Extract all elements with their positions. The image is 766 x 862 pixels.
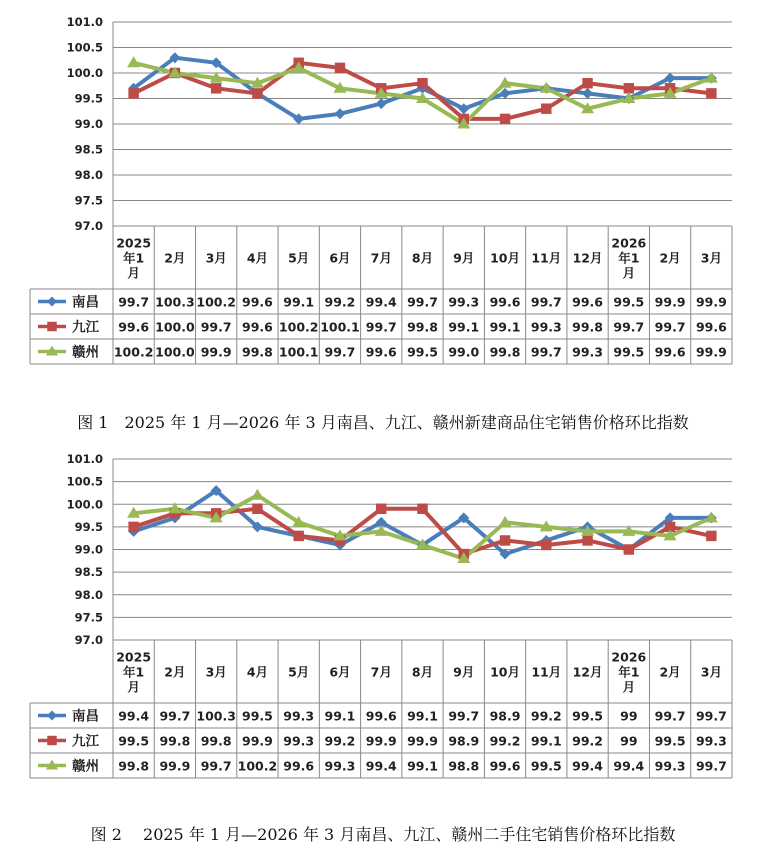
data-label: 99.9	[695, 294, 727, 310]
x-tick-label: 7月	[370, 664, 392, 680]
x-tick-label: 3月	[205, 664, 227, 680]
data-label: 99.6	[242, 319, 273, 335]
data-label: 99.5	[654, 733, 686, 749]
x-tick-label: 2025	[116, 235, 152, 251]
x-tick-label: 12月	[572, 250, 603, 266]
data-point-九江	[624, 83, 634, 93]
y-tick-label: 97.5	[74, 193, 103, 208]
x-tick-label: 8月	[411, 250, 434, 266]
data-point-九江	[293, 531, 303, 541]
chart-2-caption: 图 2 2025 年 1 月—2026 年 3 月南昌、九江、赣州二手住宅销售价格环比指数	[90, 825, 676, 844]
data-label: 99.4	[572, 758, 603, 774]
x-tick-label: 8月	[411, 664, 434, 680]
data-point-南昌	[582, 88, 593, 99]
x-tick-label: 5月	[288, 664, 310, 680]
data-label: 99.7	[159, 708, 191, 724]
x-tick-label: 年1	[123, 250, 145, 266]
data-point-赣州	[127, 56, 140, 67]
data-label: 99.8	[242, 344, 273, 360]
data-label: 99.9	[365, 733, 397, 749]
x-tick-label: 7月	[370, 250, 392, 266]
data-label: 99.3	[530, 319, 562, 335]
data-point-南昌	[334, 108, 345, 119]
data-label: 99.1	[489, 319, 521, 335]
data-label: 99.9	[654, 294, 686, 310]
data-label: 99.7	[200, 319, 232, 335]
x-tick-label: 2月	[164, 250, 186, 266]
data-label: 99.7	[407, 294, 438, 310]
data-label: 99.1	[448, 319, 480, 335]
x-tick-label: 3月	[700, 664, 722, 680]
data-point-赣州	[251, 489, 264, 500]
data-label: 99.6	[489, 294, 521, 310]
y-tick-label: 97.0	[74, 633, 103, 647]
y-tick-label: 97.5	[74, 610, 103, 625]
y-tick-label: 97.0	[74, 219, 103, 233]
x-tick-label: 12月	[572, 664, 603, 680]
data-point-九江	[335, 63, 345, 73]
data-label: 99.9	[159, 758, 191, 774]
y-tick-label: 98.0	[74, 587, 103, 602]
data-label: 99.7	[654, 319, 686, 335]
data-label: 99.3	[283, 708, 315, 724]
legend-marker-九江	[47, 736, 57, 746]
x-tick-label: 年1	[618, 664, 640, 680]
data-label: 99.6	[118, 319, 150, 335]
data-label: 99.7	[695, 758, 727, 774]
data-label: 99.7	[654, 708, 686, 724]
data-label: 99.0	[448, 344, 480, 360]
x-tick-label: 3月	[700, 250, 722, 266]
data-label: 100.2	[113, 344, 154, 360]
data-point-九江	[252, 504, 262, 514]
data-label: 100.3	[155, 294, 195, 310]
data-point-九江	[541, 103, 551, 113]
data-label: 99.6	[489, 758, 521, 774]
y-tick-label: 101.0	[66, 15, 103, 29]
legend-marker-九江	[47, 322, 57, 332]
data-point-九江	[128, 88, 138, 98]
data-point-九江	[541, 540, 551, 550]
data-label: 100.2	[278, 319, 319, 335]
legend-label: 九江	[72, 733, 99, 750]
data-label: 99.6	[365, 344, 397, 360]
data-label: 99.5	[572, 708, 603, 724]
y-tick-label: 98.0	[74, 168, 103, 182]
data-label: 99.2	[530, 708, 562, 724]
data-label: 99.4	[613, 758, 645, 774]
x-tick-label: 2026	[611, 235, 647, 251]
data-label: 98.8	[448, 758, 480, 774]
legend-label: 南昌	[72, 294, 99, 311]
legend-label: 赣州	[72, 344, 99, 361]
data-point-九江	[624, 544, 634, 554]
data-label: 99.9	[407, 733, 438, 749]
x-tick-label: 月	[622, 265, 636, 281]
data-label: 100.2	[196, 294, 236, 310]
data-label: 99.7	[365, 319, 397, 335]
x-tick-label: 5月	[288, 250, 310, 266]
data-point-九江	[582, 535, 592, 545]
x-tick-label: 10月	[490, 664, 520, 680]
data-point-九江	[500, 535, 510, 545]
x-tick-label: 2026	[611, 649, 647, 665]
chart-1-new-housing	[0, 0, 766, 380]
x-tick-label: 年1	[618, 250, 640, 266]
legend-label: 九江	[72, 319, 99, 336]
data-label: 100.0	[155, 344, 195, 360]
y-tick-label: 98.5	[74, 565, 103, 580]
y-tick-label: 99.0	[74, 542, 103, 557]
data-label: 99.3	[324, 758, 356, 774]
data-label: 99.1	[407, 758, 438, 774]
data-label: 99.7	[448, 708, 480, 724]
data-label: 99.5	[530, 758, 562, 774]
data-label: 99.5	[613, 294, 645, 310]
data-label: 99.7	[530, 344, 562, 360]
data-label: 99.6	[365, 708, 397, 724]
legend-marker-南昌	[47, 297, 57, 307]
data-label: 99.4	[365, 294, 397, 310]
data-label: 99.1	[530, 733, 562, 749]
data-label: 99.2	[324, 294, 356, 310]
data-label: 99.9	[200, 344, 232, 360]
data-label: 99.6	[572, 294, 603, 310]
x-tick-label: 月	[622, 679, 636, 695]
data-label: 99.3	[654, 758, 686, 774]
data-label: 99.1	[407, 708, 438, 724]
data-label: 99.5	[118, 733, 150, 749]
y-tick-label: 99.5	[74, 519, 103, 534]
x-tick-label: 9月	[453, 250, 475, 266]
data-label: 99.8	[489, 344, 521, 360]
x-tick-label: 11月	[531, 250, 562, 266]
x-tick-label: 6月	[329, 250, 351, 266]
data-label: 100.0	[155, 319, 195, 335]
data-label: 99.3	[695, 733, 727, 749]
data-label: 99.5	[242, 708, 273, 724]
data-label: 99.8	[159, 733, 191, 749]
y-tick-label: 101.0	[66, 452, 103, 466]
data-label: 99.9	[695, 344, 727, 360]
legend-marker-南昌	[47, 711, 57, 721]
data-label: 99.7	[324, 344, 356, 360]
data-point-南昌	[376, 98, 387, 109]
data-point-九江	[128, 522, 138, 532]
legend-label: 赣州	[72, 758, 99, 775]
data-label: 99.1	[324, 708, 356, 724]
data-label: 99.6	[242, 294, 273, 310]
data-label: 99.2	[324, 733, 356, 749]
data-label: 100.3	[196, 708, 236, 724]
x-tick-label: 2月	[659, 664, 681, 680]
data-label: 99.3	[572, 344, 603, 360]
data-label: 99.8	[572, 319, 603, 335]
data-label: 98.9	[489, 708, 521, 724]
chart-2-resale-housing	[0, 437, 766, 787]
x-tick-label: 2月	[659, 250, 681, 266]
x-tick-label: 4月	[246, 664, 269, 680]
data-point-九江	[417, 78, 427, 88]
x-tick-label: 11月	[531, 664, 562, 680]
legend-label: 南昌	[72, 708, 99, 725]
data-label: 99.1	[283, 294, 315, 310]
data-label: 100.1	[278, 344, 319, 360]
data-label: 99.5	[613, 344, 645, 360]
data-label: 99.4	[365, 758, 397, 774]
x-tick-label: 6月	[329, 664, 351, 680]
x-tick-label: 2025	[116, 649, 152, 665]
data-label: 99.4	[118, 708, 150, 724]
y-tick-label: 100.0	[66, 497, 103, 512]
data-label: 99.9	[242, 733, 273, 749]
data-label: 99.3	[283, 733, 315, 749]
data-label: 99	[620, 708, 638, 724]
data-label: 99.8	[407, 319, 438, 335]
data-label: 99.8	[200, 733, 232, 749]
y-tick-label: 99.5	[74, 91, 103, 106]
data-label: 99.7	[118, 294, 150, 310]
data-label: 99.6	[695, 319, 727, 335]
data-label: 99.8	[118, 758, 150, 774]
data-label: 99.6	[283, 758, 315, 774]
data-label: 99.7	[613, 319, 645, 335]
data-label: 99.2	[572, 733, 603, 749]
data-label: 98.9	[448, 733, 480, 749]
x-tick-label: 年1	[123, 664, 145, 680]
chart-1-caption: 图 1 2025 年 1 月—2026 年 3 月南昌、九江、赣州新建商品住宅销售价格环比指数	[77, 413, 689, 432]
data-point-九江	[252, 88, 262, 98]
y-tick-label: 100.0	[66, 66, 103, 80]
data-label: 100.1	[320, 319, 360, 335]
data-label: 100.2	[237, 758, 278, 774]
y-tick-label: 100.5	[66, 474, 103, 489]
data-point-九江	[376, 504, 386, 514]
data-label: 99.7	[200, 758, 232, 774]
data-label: 99.7	[530, 294, 562, 310]
data-label: 99.6	[654, 344, 686, 360]
data-point-九江	[706, 531, 716, 541]
y-tick-label: 98.5	[74, 142, 103, 157]
data-label: 99	[620, 733, 638, 749]
x-tick-label: 9月	[453, 664, 475, 680]
data-point-九江	[417, 504, 427, 514]
data-label: 99.7	[695, 708, 727, 724]
x-tick-label: 月	[127, 265, 140, 281]
x-tick-label: 4月	[246, 250, 269, 266]
data-point-九江	[500, 114, 510, 124]
data-label: 99.2	[489, 733, 521, 749]
x-tick-label: 月	[127, 679, 140, 695]
data-label: 99.3	[448, 294, 480, 310]
data-label: 99.5	[407, 344, 438, 360]
y-tick-label: 100.5	[66, 40, 103, 55]
x-tick-label: 2月	[164, 664, 186, 680]
x-tick-label: 3月	[205, 250, 227, 266]
data-point-九江	[706, 88, 716, 98]
data-point-九江	[211, 83, 221, 93]
y-tick-label: 99.0	[74, 117, 103, 131]
data-point-九江	[582, 78, 592, 88]
x-tick-label: 10月	[490, 250, 520, 266]
